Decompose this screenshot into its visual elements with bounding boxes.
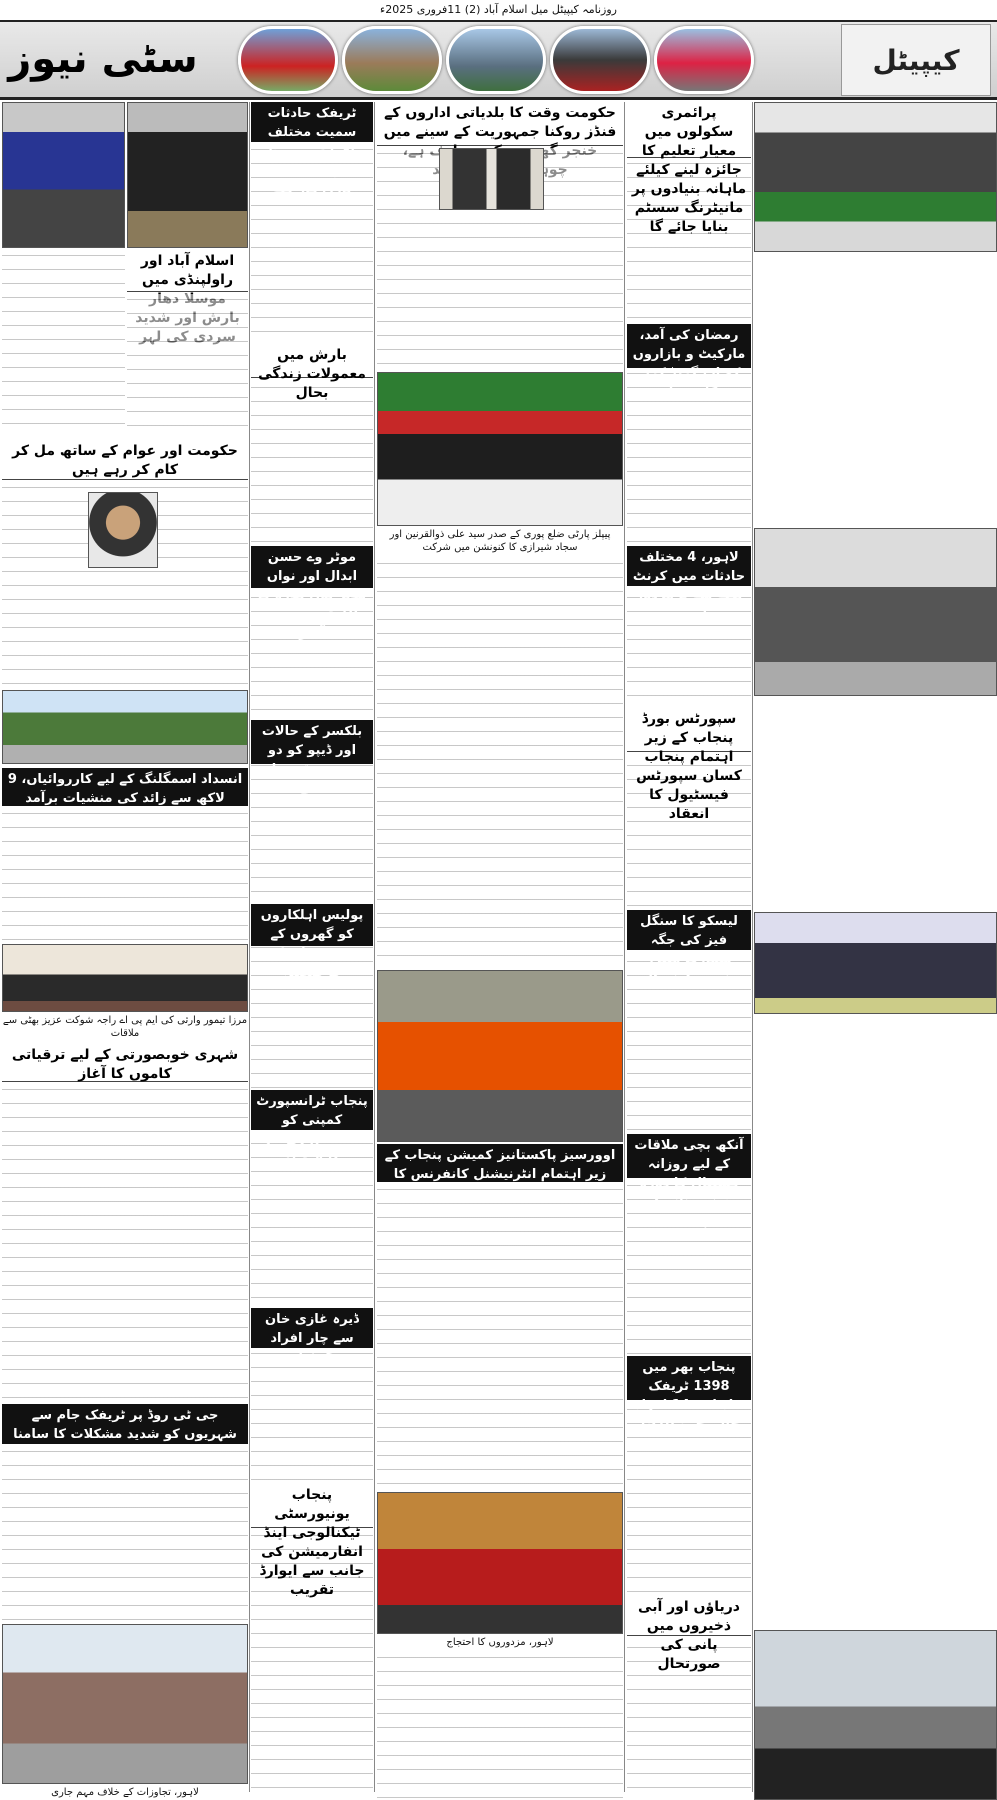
col3-headline-3: موٹر وے حسن ابدال اور نواں شہر ٹول پلازہ کا 10 فروری سے آغاز <box>251 546 373 588</box>
banner-photo-3 <box>446 26 546 94</box>
banner-photo-1 <box>238 26 338 94</box>
photo-two-men <box>439 148 544 210</box>
col3-headline-1: ٹریفک حادثات سمیت مختلف واقعات میں چار افراد جان کی بازی ہار گئے <box>251 102 373 142</box>
banner-photo-4 <box>550 26 650 94</box>
col5-headline-4: سپورٹس بورڈ پنجاب کے زیر اہتمام پنجاب کسان سپورٹس فیسٹیول کا انعقاد <box>627 708 751 752</box>
col2-text-5 <box>2 1446 248 1622</box>
col5-headline-1: پرائمری سکولوں میں معیار تعلیم کا جائزہ لینے کیلئے ماہانہ بنیادوں پر مانیٹرنگ سسٹم بنایا جائے گا <box>627 102 751 158</box>
col4-text-4 <box>377 1652 623 1800</box>
col1-text-1 <box>2 250 125 426</box>
col2-text-4 <box>2 1084 248 1402</box>
col4-text-2 <box>377 558 623 968</box>
col2-headline-2: حکومت اور عوام کے ساتھ مل کر کام کر رہے ہیں <box>2 440 248 480</box>
photo-traffic-warden <box>754 1630 997 1800</box>
photo-officials-group <box>754 102 997 252</box>
col2-headline-3: انسداد اسمگلنگ کے لیے کارروائیاں، 9 لاکھ سے زائد کی منشیات برآمد <box>2 768 248 806</box>
col3-headline-8: پنجاب یونیورسٹی ٹیکنالوجی اینڈ انفارمیشن کی جانب سے ایوارڈ تقریب <box>251 1484 373 1528</box>
newspaper-logo <box>841 24 991 96</box>
photo-bricks-labor <box>377 1492 623 1634</box>
column-divider <box>624 102 625 1792</box>
photo-rally-walk <box>127 102 248 248</box>
caption-bricks-labor: لاہور، مزدوروں کا احتجاج <box>446 1637 554 1648</box>
col4-headline-2: اوورسیز پاکستانیز کمیشن پنجاب کے زیر اہتمام انٹرنیشنل کانفرنس کا <box>377 1144 623 1182</box>
photo-group-event <box>754 912 997 1014</box>
col4-headline-1: حکومت وقت کا بلدیاتی اداروں کے فنڈز روکنا جمہوریت کے سینے میں <box>377 102 623 146</box>
col3-headline-4: بلکسر کے حالات اور ڈیپو کو دو روزہ ترقی مل گئی <box>251 720 373 764</box>
col2-headline-1: اسلام آباد اور راولپنڈی میں <box>127 250 248 292</box>
column-divider <box>249 102 250 1792</box>
logo-text: کیپیٹل <box>872 44 960 77</box>
col5-headline-6: آنکھ بچی ملاقات کے لیے روزانہ ہسپتال کا دورہ یقینی بنانے کی ہدایت <box>627 1134 751 1178</box>
col2-text-1 <box>127 294 248 426</box>
photo-police-guards <box>754 528 997 696</box>
photo-workers-orange <box>377 970 623 1142</box>
photo-park-trees <box>2 690 248 764</box>
column-divider <box>374 102 375 1792</box>
caption-office-meeting: مرزا تیمور وارثی کی ایم پی اے راجہ شوکت عزیز بھٹی سے ملاقات <box>2 1015 248 1039</box>
column-divider <box>752 102 753 1792</box>
col2-text-3 <box>2 808 248 942</box>
city-news-title: سٹی نیوز <box>8 36 198 82</box>
col5-headline-5: لیسکو کا سنگل فیز کی جگہ سمارٹ میٹرز نصب کرنے کا فیصلہ <box>627 910 751 950</box>
photo-office-meeting <box>2 944 248 1012</box>
col5-headline-3: لاہور، 4 مختلف حادثات میں کرنٹ لگنے سے 2 مزدور جاں بحق <box>627 546 751 586</box>
col3-headline-5: پولیس اہلکاروں کو گھروں کے قریب تعینات کرنے کا فیصلہ <box>251 904 373 946</box>
col3-headline-7: ڈیرہ غازی خان سے چار افراد گرفتار <box>251 1308 373 1348</box>
photo-man-portrait <box>88 492 158 568</box>
col3-headline-6: پنجاب ٹرانسپورٹ کمپنی کو لائسنس ری نیو کا فیصلہ <box>251 1090 373 1130</box>
banner-photo-5 <box>654 26 754 94</box>
col2-headline-4: شہری خوبصورتی کے لیے ترقیاتی کاموں کا آغاز <box>2 1044 248 1082</box>
col5-headline-8: دریاؤں اور آبی ذخیروں میں پانی کی صورتحال <box>627 1596 751 1636</box>
dateline: روزنامہ کیپیٹل میل اسلام آباد (2) 11فروری 2025ء <box>380 3 617 16</box>
col3-headline-2: بارش میں معمولات زندگی بحال <box>251 344 373 378</box>
caption-street-scene: لاہور، تجاوزات کے خلاف مہم جاری <box>51 1787 199 1798</box>
caption-ppp-convention: پیپلز پارٹی ضلع پوری کے صدر سید علی ذوالقرنین اور سجاد شیرازی کا کنونشن میں شرکت <box>389 529 611 553</box>
photo-crowd-welcome <box>2 102 125 248</box>
photo-street-scene <box>2 1624 248 1784</box>
col5-headline-2: رمضان کی آمد، مارکیٹ و بازاروں کو اپ گریڈ کرنے کا فیصلہ <box>627 324 751 368</box>
col5-headline-7: پنجاب بھر میں 1398 ٹریفک حادثات، 14 افراد جاں بحق، 1570 زخمی <box>627 1356 751 1400</box>
col2-headline-5: جی ٹی روڈ پر ٹریفک جام سے شہریوں کو شدید مشکلات کا سامنا <box>2 1404 248 1444</box>
col4-text-3 <box>377 1184 623 1490</box>
photo-ppp-convention <box>377 372 623 526</box>
banner-photo-2 <box>342 26 442 94</box>
